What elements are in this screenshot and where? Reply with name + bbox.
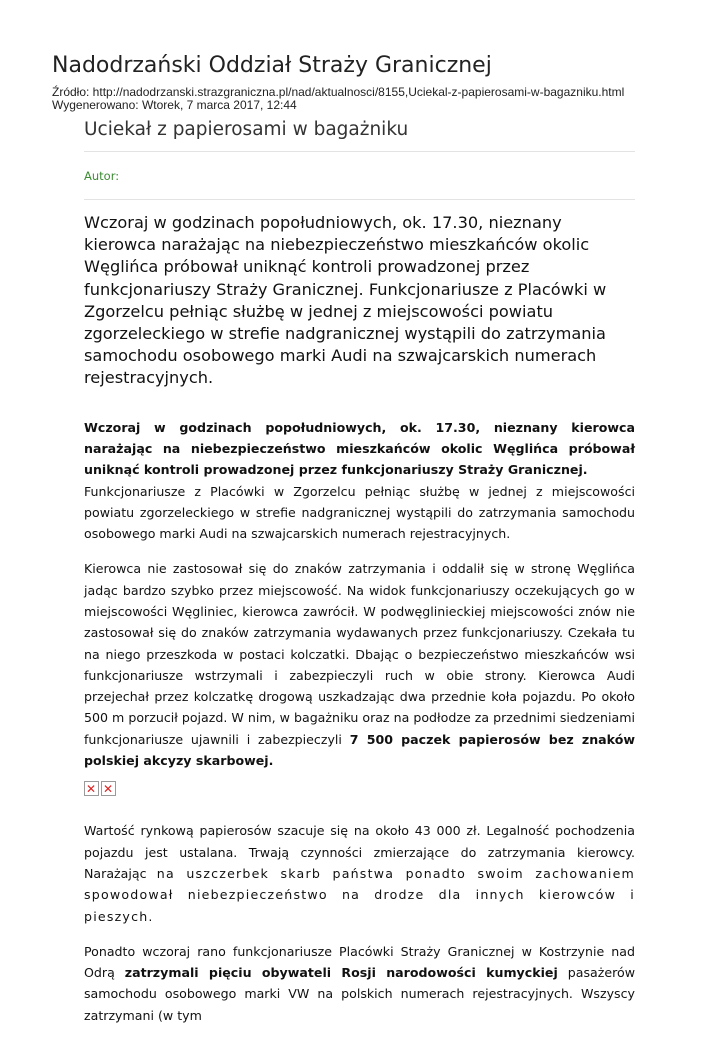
paragraph-3 (84, 820, 635, 926)
paragraph-4-text-b: pasażerów samochodu osobowego marki VW na polskich numerach rejestracyjnych. Wszyscy zatrzymani (w tym (84, 965, 635, 1023)
paragraph-2-bold: 7 500 paczek papierosów bez znaków polskiej akcyzy skarbowej. (84, 731, 636, 769)
author-divider (84, 199, 635, 200)
site-title: Nadodrzański Oddział Straży Granicznej (52, 53, 492, 78)
broken-image-icon[interactable]: ✕ (84, 781, 99, 796)
paragraph-1-bold: Wczoraj w godzinach popołudniowych, ok. 17.30, nieznany kierowca narażając na niebezpieczeństwo mieszkańców okolic Węglińca próbował uniknąć kontroli prowadzonej przez funkcjonariuszy Straży Granicznej. (84, 419, 635, 478)
paragraph-1: Funkcjonariusze z Placówki w Zgorzelcu pełniąc służbę w jednej z miejscowości powiatu zgorzeleckiego w strefie nadgranicznej wystąpili do zatrzymania samochodu osobowego marki Audi na szwajcarskich numerach rejestracyjnych. (84, 483, 635, 542)
article (84, 116, 635, 1040)
paragraph-2 (84, 558, 635, 771)
paragraph-4-text-a: Ponadto wczoraj rano funkcjonariusze Placówki Straży Granicznej w Kostrzynie nad Odrą (84, 943, 635, 981)
print-meta (52, 86, 624, 112)
author-label: Autor: (84, 169, 120, 183)
article-lead: Wczoraj w godzinach popołudniowych, ok. 17.30, nieznany kierowca narażając na niebezpieczeństwo mieszkańców okolic Węglińca próbował uniknąć kontroli prowadzonej przez funkcjonariuszy Straży Granicznej. Funkcjonariusze z Placówki w Zgorzelcu pełniąc służbę w jednej z miejscowości powiatu zgorzeleckiego w strefie nadgranicznej wystąpili do zatrzymania samochodu osobowego marki Audi na szwajcarskich numerach rejestracyjnych. (84, 213, 607, 388)
paragraph-3-text: Wartość rynkową papierosów szacuje się na około 43 000 zł. Legalność pochodzenia pojazdu jest ustalana. Trwają czynności zmierzające do zatrzymania kierowcy. Narażając (84, 823, 635, 881)
article-title: Uciekał z papierosami w bagażniku (84, 119, 409, 140)
article-body (84, 417, 635, 1026)
paragraph-3-spaced: na uszczerbek skarb państwa ponadto swoim zachowaniem spowodował niebezpieczeństwo na drodze dla innych kierowców i pieszych. (84, 865, 635, 924)
title-divider (84, 151, 635, 152)
broken-images (84, 781, 635, 796)
generated-date: Wygenerowano: Wtorek, 7 marca 2017, 12:44 (52, 98, 297, 112)
paragraph-1-lead (84, 417, 635, 481)
source-url[interactable]: Źródło: http://nadodrzanski.strazgraniczna.pl/nad/aktualnosci/8155,Uciekal-z-papierosami-w-bagazniku.html (52, 85, 625, 99)
paragraph-4 (84, 941, 635, 1026)
paragraph-4-bold: zatrzymali pięciu obywateli Rosji narodowości kumyckiej (124, 965, 558, 981)
paragraph-2-text: Kierowca nie zastosował się do znaków zatrzymania i oddalił się w stronę Węglińca jadąc bardzo szybko przez miejscowość. Na widok funkcjonariuszy oczekujących go w miejscowości Węgliniec, kierowca zawrócił. W podwęglinieckiej miejscowości znów nie zastosował się do znaków zatrzymania wydawanych przez funkcjonariuszy. Czekała tu na niego przeszkoda w postaci kolczatki. Dbając o bezpieczeństwo mieszkańców wsi funkcjonariusze wstrzymali i zabezpieczyli ruch w obie strony. Kierowca Audi przejechał przez kolczatkę drogową uszkadzając dwa przednie koła pojazdu. Po około 500 m porzucił pojazd. W nim, w bagażniku oraz na podłodze za przednimi siedzeniami funkcjonariusze ujawnili i zabezpieczyli (84, 561, 635, 747)
broken-image-icon[interactable]: ✕ (101, 781, 116, 796)
